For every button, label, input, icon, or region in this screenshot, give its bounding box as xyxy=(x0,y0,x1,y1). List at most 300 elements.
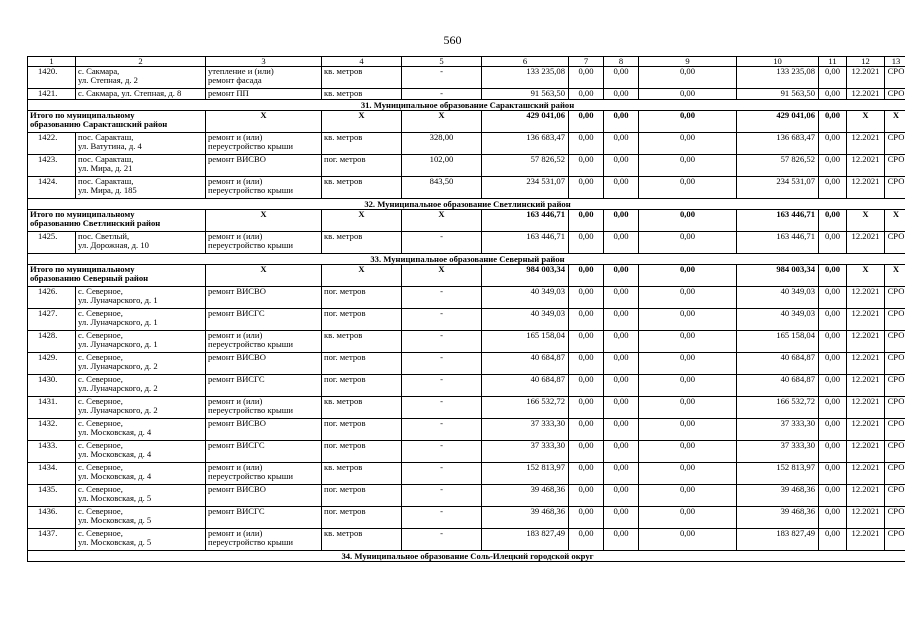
address: с. Северное, ул. Московская, д. 4 xyxy=(76,419,206,441)
other-funds: 0,00 xyxy=(819,210,847,232)
column-header: 9 xyxy=(639,57,737,67)
budget-cost: 0,00 xyxy=(604,89,639,100)
local-budget-cost: 0,00 xyxy=(639,232,737,254)
owner-funds: 57 826,52 xyxy=(737,155,819,177)
subtotal-label: Итого по муниципальному образованию Северный район xyxy=(28,265,206,287)
budget-cost: 0,00 xyxy=(604,177,639,199)
column-header: 8 xyxy=(604,57,639,67)
fund-cost: 0,00 xyxy=(569,331,604,353)
unit: кв. метров xyxy=(322,331,402,353)
row-number: 1432. xyxy=(28,419,76,441)
work-type: ремонт ВИСГС xyxy=(206,507,322,529)
address: пос. Светлый, ул. Дорожная, д. 10 xyxy=(76,232,206,254)
budget-cost: 0,00 xyxy=(604,353,639,375)
quantity: 843,50 xyxy=(402,177,482,199)
local-budget-cost: 0,00 xyxy=(639,463,737,485)
quantity: X xyxy=(322,210,402,232)
table-row xyxy=(28,441,905,463)
table-row xyxy=(28,133,905,155)
fund-cost: 0,00 xyxy=(569,67,604,89)
quantity: - xyxy=(402,419,482,441)
quantity: - xyxy=(402,485,482,507)
local-budget-cost: 0,00 xyxy=(639,67,737,89)
method: СРО xyxy=(885,507,905,529)
x-mark: X xyxy=(402,210,482,232)
other-funds: 0,00 xyxy=(819,89,847,100)
column-header: 10 xyxy=(737,57,819,67)
other-funds: 0,00 xyxy=(819,67,847,89)
unit: кв. метров xyxy=(322,232,402,254)
total-cost: 163 446,71 xyxy=(482,210,569,232)
fund-cost: 0,00 xyxy=(569,485,604,507)
method: СРО xyxy=(885,155,905,177)
quantity: - xyxy=(402,529,482,551)
fund-cost: 0,00 xyxy=(569,210,604,232)
work-type: ремонт ВИСВО xyxy=(206,485,322,507)
deadline: X xyxy=(847,210,885,232)
deadline: X xyxy=(847,265,885,287)
budget-cost: 0,00 xyxy=(604,441,639,463)
method: СРО xyxy=(885,375,905,397)
address: с. Северное, ул. Московская, д. 5 xyxy=(76,507,206,529)
total-cost: 166 532,72 xyxy=(482,397,569,419)
work-type: ремонт ВИСВО xyxy=(206,419,322,441)
budget-cost: 0,00 xyxy=(604,529,639,551)
deadline: 12.2021 xyxy=(847,463,885,485)
section-heading: 33. Муниципальное образование Северный район xyxy=(28,254,905,265)
method: СРО xyxy=(885,133,905,155)
deadline: 12.2021 xyxy=(847,529,885,551)
subtotal-label: Итого по муниципальному образованию Светлинский район xyxy=(28,210,206,232)
total-cost: 165 158,04 xyxy=(482,331,569,353)
other-funds: 0,00 xyxy=(819,529,847,551)
column-header: 5 xyxy=(402,57,482,67)
budget-cost: 0,00 xyxy=(604,210,639,232)
owner-funds: 152 813,97 xyxy=(737,463,819,485)
capital-repair-table xyxy=(27,56,905,562)
budget-cost: 0,00 xyxy=(604,111,639,133)
unit: пог. метров xyxy=(322,287,402,309)
column-header: 2 xyxy=(76,57,206,67)
work-type: ремонт и (или) переустройство крыши xyxy=(206,133,322,155)
section-heading-row xyxy=(28,199,905,210)
total-cost: 57 826,52 xyxy=(482,155,569,177)
method: СРО xyxy=(885,441,905,463)
subtotal-row xyxy=(28,265,905,287)
local-budget-cost: 0,00 xyxy=(639,529,737,551)
work-type: ремонт и (или) переустройство крыши xyxy=(206,331,322,353)
method: СРО xyxy=(885,232,905,254)
quantity: - xyxy=(402,287,482,309)
work-type: ремонт ВИСГС xyxy=(206,375,322,397)
column-header: 3 xyxy=(206,57,322,67)
fund-cost: 0,00 xyxy=(569,529,604,551)
fund-cost: 0,00 xyxy=(569,441,604,463)
quantity: - xyxy=(402,375,482,397)
unit: кв. метров xyxy=(322,67,402,89)
x-mark: X xyxy=(402,265,482,287)
deadline: 12.2021 xyxy=(847,133,885,155)
row-number: 1427. xyxy=(28,309,76,331)
other-funds: 0,00 xyxy=(819,353,847,375)
owner-funds: 40 349,03 xyxy=(737,309,819,331)
local-budget-cost: 0,00 xyxy=(639,485,737,507)
section-heading-row xyxy=(28,254,905,265)
column-header: 13 xyxy=(885,57,905,67)
local-budget-cost: 0,00 xyxy=(639,375,737,397)
fund-cost: 0,00 xyxy=(569,463,604,485)
unit: X xyxy=(206,210,322,232)
owner-funds: 37 333,30 xyxy=(737,419,819,441)
local-budget-cost: 0,00 xyxy=(639,287,737,309)
budget-cost: 0,00 xyxy=(604,265,639,287)
section-heading-row xyxy=(28,551,905,562)
table-row xyxy=(28,177,905,199)
row-number: 1436. xyxy=(28,507,76,529)
row-number: 1430. xyxy=(28,375,76,397)
local-budget-cost: 0,00 xyxy=(639,177,737,199)
total-cost: 39 468,36 xyxy=(482,507,569,529)
address: с. Северное, ул. Московская, д. 5 xyxy=(76,485,206,507)
deadline: 12.2021 xyxy=(847,309,885,331)
work-type: утепление и (или) ремонт фасада xyxy=(206,67,322,89)
method: СРО xyxy=(885,177,905,199)
total-cost: 40 684,87 xyxy=(482,375,569,397)
unit: пог. метров xyxy=(322,419,402,441)
table-row xyxy=(28,419,905,441)
local-budget-cost: 0,00 xyxy=(639,507,737,529)
column-number-row xyxy=(28,57,905,67)
method: СРО xyxy=(885,331,905,353)
local-budget-cost: 0,00 xyxy=(639,111,737,133)
subtotal-label: Итого по муниципальному образованию Саракташский район xyxy=(28,111,206,133)
method: СРО xyxy=(885,485,905,507)
fund-cost: 0,00 xyxy=(569,265,604,287)
column-header: 11 xyxy=(819,57,847,67)
method: СРО xyxy=(885,529,905,551)
fund-cost: 0,00 xyxy=(569,419,604,441)
method: СРО xyxy=(885,309,905,331)
fund-cost: 0,00 xyxy=(569,155,604,177)
row-number: 1431. xyxy=(28,397,76,419)
local-budget-cost: 0,00 xyxy=(639,419,737,441)
owner-funds: 37 333,30 xyxy=(737,441,819,463)
quantity: - xyxy=(402,463,482,485)
total-cost: 37 333,30 xyxy=(482,441,569,463)
unit: кв. метров xyxy=(322,397,402,419)
row-number: 1435. xyxy=(28,485,76,507)
unit: пог. метров xyxy=(322,485,402,507)
other-funds: 0,00 xyxy=(819,507,847,529)
owner-funds: 40 684,87 xyxy=(737,353,819,375)
unit: пог. метров xyxy=(322,441,402,463)
other-funds: 0,00 xyxy=(819,441,847,463)
owner-funds: 40 349,03 xyxy=(737,287,819,309)
deadline: 12.2021 xyxy=(847,397,885,419)
column-header: 1 xyxy=(28,57,76,67)
row-number: 1421. xyxy=(28,89,76,100)
owner-funds: 234 531,07 xyxy=(737,177,819,199)
total-cost: 133 235,08 xyxy=(482,67,569,89)
quantity: - xyxy=(402,232,482,254)
local-budget-cost: 0,00 xyxy=(639,210,737,232)
fund-cost: 0,00 xyxy=(569,111,604,133)
row-number: 1426. xyxy=(28,287,76,309)
unit: кв. метров xyxy=(322,89,402,100)
deadline: 12.2021 xyxy=(847,232,885,254)
table-row xyxy=(28,155,905,177)
owner-funds: 984 003,34 xyxy=(737,265,819,287)
local-budget-cost: 0,00 xyxy=(639,265,737,287)
other-funds: 0,00 xyxy=(819,133,847,155)
work-type: ремонт ВИСВО xyxy=(206,155,322,177)
total-cost: 984 003,34 xyxy=(482,265,569,287)
quantity: 102,00 xyxy=(402,155,482,177)
quantity: - xyxy=(402,397,482,419)
unit: пог. метров xyxy=(322,309,402,331)
table-row xyxy=(28,375,905,397)
unit: кв. метров xyxy=(322,463,402,485)
other-funds: 0,00 xyxy=(819,397,847,419)
quantity: X xyxy=(322,111,402,133)
row-number: 1428. xyxy=(28,331,76,353)
total-cost: 234 531,07 xyxy=(482,177,569,199)
deadline: 12.2021 xyxy=(847,67,885,89)
fund-cost: 0,00 xyxy=(569,375,604,397)
local-budget-cost: 0,00 xyxy=(639,133,737,155)
method: СРО xyxy=(885,463,905,485)
budget-cost: 0,00 xyxy=(604,133,639,155)
row-number: 1429. xyxy=(28,353,76,375)
row-number: 1437. xyxy=(28,529,76,551)
page-number: 560 xyxy=(443,33,462,47)
method: X xyxy=(885,265,905,287)
local-budget-cost: 0,00 xyxy=(639,309,737,331)
deadline: 12.2021 xyxy=(847,375,885,397)
owner-funds: 165 158,04 xyxy=(737,331,819,353)
local-budget-cost: 0,00 xyxy=(639,89,737,100)
row-number: 1423. xyxy=(28,155,76,177)
subtotal-row xyxy=(28,210,905,232)
total-cost: 39 468,36 xyxy=(482,485,569,507)
quantity: - xyxy=(402,507,482,529)
unit: пог. метров xyxy=(322,507,402,529)
method: X xyxy=(885,111,905,133)
unit: кв. метров xyxy=(322,177,402,199)
fund-cost: 0,00 xyxy=(569,232,604,254)
owner-funds: 91 563,50 xyxy=(737,89,819,100)
deadline: 12.2021 xyxy=(847,419,885,441)
quantity: - xyxy=(402,353,482,375)
other-funds: 0,00 xyxy=(819,463,847,485)
table-row xyxy=(28,232,905,254)
table-row xyxy=(28,529,905,551)
owner-funds: 163 446,71 xyxy=(737,210,819,232)
row-number: 1434. xyxy=(28,463,76,485)
budget-cost: 0,00 xyxy=(604,232,639,254)
address: пос. Саракташ, ул. Мира, д. 21 xyxy=(76,155,206,177)
work-type: ремонт ВИСВО xyxy=(206,353,322,375)
unit: пог. метров xyxy=(322,155,402,177)
table-row xyxy=(28,485,905,507)
total-cost: 183 827,49 xyxy=(482,529,569,551)
work-type: ремонт ВИСГС xyxy=(206,441,322,463)
section-heading: 34. Муниципальное образование Соль-Илецкий городской округ xyxy=(28,551,905,562)
table-row xyxy=(28,463,905,485)
address: пос. Саракташ, ул. Мира, д. 185 xyxy=(76,177,206,199)
address: с. Сакмара, ул. Степная, д. 8 xyxy=(76,89,206,100)
unit: кв. метров xyxy=(322,529,402,551)
address: с. Северное, ул. Луначарского, д. 2 xyxy=(76,375,206,397)
budget-cost: 0,00 xyxy=(604,67,639,89)
address: с. Северное, ул. Луначарского, д. 2 xyxy=(76,397,206,419)
method: СРО xyxy=(885,287,905,309)
deadline: 12.2021 xyxy=(847,155,885,177)
other-funds: 0,00 xyxy=(819,287,847,309)
deadline: 12.2021 xyxy=(847,89,885,100)
unit: пог. метров xyxy=(322,375,402,397)
method: СРО xyxy=(885,397,905,419)
column-header: 7 xyxy=(569,57,604,67)
address: с. Северное, ул. Луначарского, д. 1 xyxy=(76,331,206,353)
other-funds: 0,00 xyxy=(819,155,847,177)
fund-cost: 0,00 xyxy=(569,177,604,199)
deadline: 12.2021 xyxy=(847,507,885,529)
deadline: 12.2021 xyxy=(847,287,885,309)
quantity: - xyxy=(402,331,482,353)
total-cost: 163 446,71 xyxy=(482,232,569,254)
address: с. Северное, ул. Московская, д. 4 xyxy=(76,463,206,485)
fund-cost: 0,00 xyxy=(569,507,604,529)
table-row xyxy=(28,397,905,419)
deadline: 12.2021 xyxy=(847,441,885,463)
work-type: ремонт ПП xyxy=(206,89,322,100)
owner-funds: 429 041,06 xyxy=(737,111,819,133)
budget-cost: 0,00 xyxy=(604,309,639,331)
quantity: - xyxy=(402,67,482,89)
method: СРО xyxy=(885,353,905,375)
other-funds: 0,00 xyxy=(819,232,847,254)
budget-cost: 0,00 xyxy=(604,375,639,397)
local-budget-cost: 0,00 xyxy=(639,331,737,353)
fund-cost: 0,00 xyxy=(569,309,604,331)
owner-funds: 39 468,36 xyxy=(737,485,819,507)
address: с. Северное, ул. Луначарского, д. 1 xyxy=(76,287,206,309)
unit: X xyxy=(206,265,322,287)
method: СРО xyxy=(885,67,905,89)
work-type: ремонт ВИСГС xyxy=(206,309,322,331)
budget-cost: 0,00 xyxy=(604,507,639,529)
method: СРО xyxy=(885,419,905,441)
fund-cost: 0,00 xyxy=(569,353,604,375)
quantity: 328,00 xyxy=(402,133,482,155)
local-budget-cost: 0,00 xyxy=(639,441,737,463)
address: с. Северное, ул. Московская, д. 5 xyxy=(76,529,206,551)
work-type: ремонт и (или) переустройство крыши xyxy=(206,232,322,254)
deadline: 12.2021 xyxy=(847,485,885,507)
total-cost: 152 813,97 xyxy=(482,463,569,485)
total-cost: 91 563,50 xyxy=(482,89,569,100)
column-header: 4 xyxy=(322,57,402,67)
table-row xyxy=(28,309,905,331)
other-funds: 0,00 xyxy=(819,419,847,441)
address: с. Северное, ул. Луначарского, д. 2 xyxy=(76,353,206,375)
total-cost: 40 349,03 xyxy=(482,287,569,309)
owner-funds: 39 468,36 xyxy=(737,507,819,529)
other-funds: 0,00 xyxy=(819,309,847,331)
owner-funds: 183 827,49 xyxy=(737,529,819,551)
section-heading-row xyxy=(28,100,905,111)
section-heading: 31. Муниципальное образование Саракташский район xyxy=(28,100,905,111)
table-row xyxy=(28,353,905,375)
owner-funds: 136 683,47 xyxy=(737,133,819,155)
total-cost: 40 684,87 xyxy=(482,353,569,375)
other-funds: 0,00 xyxy=(819,265,847,287)
owner-funds: 166 532,72 xyxy=(737,397,819,419)
other-funds: 0,00 xyxy=(819,375,847,397)
other-funds: 0,00 xyxy=(819,485,847,507)
work-type: ремонт и (или) переустройство крыши xyxy=(206,177,322,199)
budget-cost: 0,00 xyxy=(604,287,639,309)
deadline: 12.2021 xyxy=(847,177,885,199)
budget-cost: 0,00 xyxy=(604,331,639,353)
quantity: - xyxy=(402,309,482,331)
x-mark: X xyxy=(402,111,482,133)
address: с. Сакмара, ул. Степная, д. 2 xyxy=(76,67,206,89)
method: X xyxy=(885,210,905,232)
budget-cost: 0,00 xyxy=(604,463,639,485)
local-budget-cost: 0,00 xyxy=(639,397,737,419)
table-row xyxy=(28,331,905,353)
owner-funds: 163 446,71 xyxy=(737,232,819,254)
table-row xyxy=(28,507,905,529)
total-cost: 40 349,03 xyxy=(482,309,569,331)
column-header: 12 xyxy=(847,57,885,67)
total-cost: 429 041,06 xyxy=(482,111,569,133)
total-cost: 37 333,30 xyxy=(482,419,569,441)
table-row xyxy=(28,287,905,309)
deadline: 12.2021 xyxy=(847,353,885,375)
section-heading: 32. Муниципальное образование Светлинский район xyxy=(28,199,905,210)
address: с. Северное, ул. Московская, д. 4 xyxy=(76,441,206,463)
budget-cost: 0,00 xyxy=(604,155,639,177)
work-type: ремонт и (или) переустройство крыши xyxy=(206,397,322,419)
fund-cost: 0,00 xyxy=(569,89,604,100)
unit: кв. метров xyxy=(322,133,402,155)
unit: пог. метров xyxy=(322,353,402,375)
row-number: 1422. xyxy=(28,133,76,155)
local-budget-cost: 0,00 xyxy=(639,353,737,375)
budget-cost: 0,00 xyxy=(604,485,639,507)
deadline: 12.2021 xyxy=(847,331,885,353)
local-budget-cost: 0,00 xyxy=(639,155,737,177)
other-funds: 0,00 xyxy=(819,331,847,353)
address: с. Северное, ул. Луначарского, д. 1 xyxy=(76,309,206,331)
budget-cost: 0,00 xyxy=(604,419,639,441)
work-type: ремонт и (или) переустройство крыши xyxy=(206,529,322,551)
work-type: ремонт и (или) переустройство крыши xyxy=(206,463,322,485)
fund-cost: 0,00 xyxy=(569,133,604,155)
fund-cost: 0,00 xyxy=(569,397,604,419)
total-cost: 136 683,47 xyxy=(482,133,569,155)
work-type: ремонт ВИСВО xyxy=(206,287,322,309)
row-number: 1425. xyxy=(28,232,76,254)
address: пос. Саракташ, ул. Ватутина, д. 4 xyxy=(76,133,206,155)
other-funds: 0,00 xyxy=(819,177,847,199)
row-number: 1424. xyxy=(28,177,76,199)
quantity: - xyxy=(402,89,482,100)
fund-cost: 0,00 xyxy=(569,287,604,309)
